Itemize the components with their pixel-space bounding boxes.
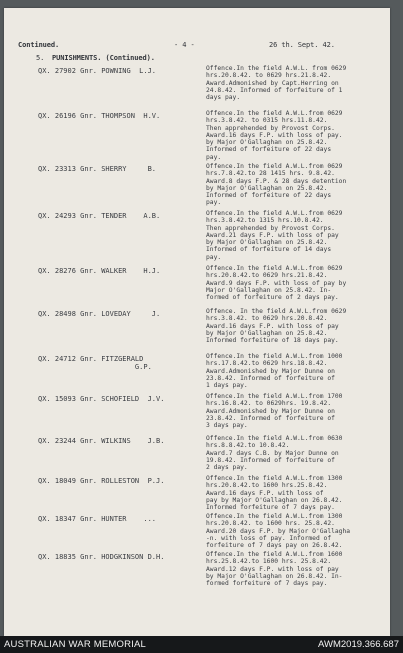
entry-soldier-name: QX. 24712 Gnr. FITZGERALD G.P. [38, 355, 152, 371]
header-continued: Continued. [18, 41, 60, 49]
document-page [4, 8, 390, 636]
section-number: 5. [36, 54, 45, 62]
entry-offence-award-text: Offence.In the field A.W.L.from 0629 hrs.7.8.42.to 28 1415 hrs. 9.8.42. Award.8 days F.P. & 28 days detention by Major O'Gallaghan on 25.8.42. Informed of forfeiture of 22 days pay. [206, 163, 347, 207]
entry-offence-award-text: Offence.In the field A.W.L.from 0629 hrs.3.8.42. to 0315 hrs.11.8.42. Then apprehended by Provost Corps. Award.16 days F.P. with loss of pay. by Major O'Gallaghan on 25.8.42. Informed of forfeiture of 22 days pay. [206, 110, 343, 161]
entry-offence-award-text: Offence.In the field A.W.L.from 1300 hrs.20.8.42. to 1600 hrs. 25.8.42. Award.20 days F.P. by Major O'Gallagha -n. with loss of pay. Informed of forfeiture of 7 days pay on 26.8.42. [206, 513, 351, 550]
entry-soldier-name: QX. 23244 Gnr. WILKINS J.B. [38, 437, 165, 445]
footer-bar [0, 636, 403, 653]
entry-soldier-name: QX. 28276 Gnr. WALKER H.J. [38, 267, 161, 275]
entry-soldier-name: QX. 15093 Gnr. SCHOFIELD J.V. [38, 395, 165, 403]
entry-offence-award-text: Offence.In the field A.W.L.from 0630 hrs.8.8.42.to 10.8.42. Award.7 days C.B. by Major Dunne on 19.8.42. Informed of forfeiture of 2 days pay. [206, 435, 343, 472]
entry-soldier-name: QX. 24293 Gnr. TENDER A.B. [38, 212, 161, 220]
entry-offence-award-text: Offence.In the field A.W.L.from 1600 hrs.25.8.42.to 1600 hrs. 25.8.42. Award.12 days F.P. with loss of pay by Major O'Gallaghan on 26.8.42. In- formed forfeiture of 7 days pay. [206, 551, 343, 588]
entry-offence-award-text: Offence.In the field A.W.L. from 0629 hrs.20.8.42. to 0629 hrs.21.8.42. Award.Admonished by Capt.Herring on 24.8.42. Informed of forfeiture of 1 days pay. [206, 65, 347, 102]
entry-offence-award-text: Offence.In the field A.W.L.from 1000 hrs.17.8.42.to 0629 hrs.18.8.42. Award.Admonished by Major Dunne on 23.8.42. Informed of forfeiture of 1 days pay. [206, 353, 343, 390]
entry-soldier-name: QX. 26196 Gnr. THOMPSON H.V. [38, 112, 161, 120]
section-title: PUNISHMENTS. (Continued). [52, 54, 155, 62]
entry-offence-award-text: Offence.In the field A.W.L.from 0629 hrs.3.8.42.to 1315 hrs.10.8.42. Then apprehended by Provost Corps. Award.21 days F.P. with loss of pay by Major O'Gallaghan on 25.8.42. Informed of forfeiture of 14 days pay. [206, 210, 343, 261]
entry-soldier-name: QX. 18835 Gnr. HODGKINSON D.H. [38, 553, 165, 561]
entry-offence-award-text: Offence. In the field A.W.L.from 0629 hrs.3.8.42. to 0629 hrs.20.8.42. Award.16 days F.P. with loss of pay by Major O'Gallaghan on 25.8.42. Informed forfeiture of 18 days pay. [206, 308, 347, 345]
entry-soldier-name: QX. 23313 Gnr. SHERRY B. [38, 165, 157, 173]
entry-soldier-name: QX. 28498 Gnr. LOVEDAY J. [38, 310, 161, 318]
header-date: 26 th. Sept. 42. [269, 41, 335, 49]
header-page-number: - 4 - [174, 41, 195, 49]
entry-soldier-name: QX. 27902 Gnr. POWNING L.J. [38, 67, 157, 75]
entry-offence-award-text: Offence.In the field A.W.L.from 1300 hrs.20.8.42.to 1600 hrs.25.8.42. Award.16 days F.P. with loss of pay by Major O'Gallaghan on 26.8.42. Informed forfeiture of 7 days pay. [206, 475, 343, 512]
footer-institution: AUSTRALIAN WAR MEMORIAL [4, 639, 147, 650]
entry-soldier-name: QX. 18049 Gnr. ROLLESTON P.J. [38, 477, 165, 485]
entry-offence-award-text: Offence.In the field A.W.L.from 1700 hrs.16.8.42. to 0629hrs. 19.8.42. Award.Admonished by Major Dunne on 23.8.42. Informed of forfeiture of 3 days pay. [206, 393, 343, 430]
entry-offence-award-text: Offence.In the field A.W.L.from 0629 hrs.20.8.42.to 0629 hrs.21.8.42. Award.9 days F.P. with loss of pay by Major O'Gallaghan on 25.8.42. In- formed of forfeiture of 2 days pay. [206, 265, 347, 302]
entry-soldier-name: QX. 18347 Gnr. HUNTER ... [38, 515, 157, 523]
footer-accession-number: AWM2019.366.687 [318, 639, 399, 650]
